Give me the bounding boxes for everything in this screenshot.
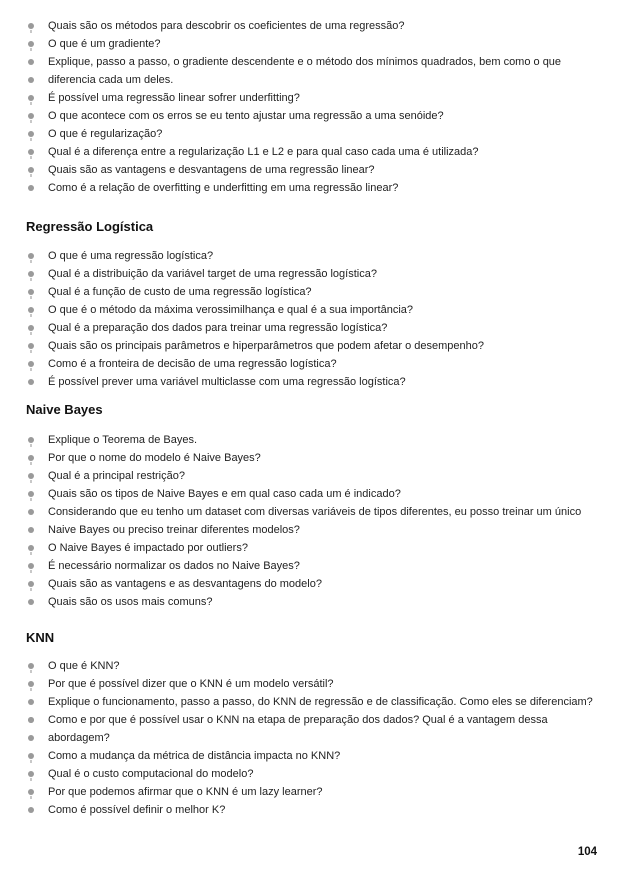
list-item: Como é a fronteira de decisão de uma regressão logística?: [0, 355, 620, 373]
bullet-icon: [28, 113, 34, 119]
list-item: O que é um gradiente?: [0, 35, 620, 53]
section-title-naive-bayes: Naive Bayes: [26, 402, 103, 417]
bullet-icon: [28, 289, 34, 295]
list-item: Qual é a principal restrição?: [0, 467, 620, 485]
list-item: O que é uma regressão logística?: [0, 247, 620, 265]
list-item: Qual é o custo computacional do modelo?: [0, 765, 620, 783]
list-item: Quais são as vantagens e desvantagens de uma regressão linear?: [0, 161, 620, 179]
list-item: Qual é a preparação dos dados para treinar uma regressão logística?: [0, 319, 620, 337]
bullet-icon: [28, 437, 34, 443]
bullet-icon: [28, 149, 34, 155]
list-item: Considerando que eu tenho um dataset com diversas variáveis de tipos diferentes, eu posso treinar um único Naive Bayes ou preciso treinar diferentes modelos?: [0, 503, 620, 539]
list-item: Como e por que é possível usar o KNN na etapa de preparação dos dados? Qual é a vantagem dessa abordagem?: [0, 711, 620, 747]
bullet-icon: [28, 681, 34, 687]
bullet-icon: [28, 807, 34, 813]
list-item: Quais são os usos mais comuns?: [0, 593, 620, 611]
list-item: O que é regularização?: [0, 125, 620, 143]
bullet-icon: [28, 527, 34, 533]
bullet-icon: [28, 95, 34, 101]
bullet-icon: [28, 343, 34, 349]
bullet-icon: [28, 581, 34, 587]
list-item: Explique o Teorema de Bayes.: [0, 431, 620, 449]
bullet-icon: [28, 185, 34, 191]
list-item: Quais são os métodos para descobrir os coeficientes de uma regressão?: [0, 17, 620, 35]
bullet-icon: [28, 753, 34, 759]
page-number: 104: [577, 846, 597, 858]
section-title-knn: KNN: [26, 630, 55, 645]
regressao-linear-list: [0, 17, 620, 197]
list-item: Explique o funcionamento, passo a passo, do KNN de regressão e de classificação. Como eles se diferenciam?: [0, 693, 620, 711]
list-item: Quais são os principais parâmetros e hiperparâmetros que podem afetar o desempenho?: [0, 337, 620, 355]
list-item: O que é o método da máxima verossimilhança e qual é a sua importância?: [0, 301, 620, 319]
bullet-icon: [28, 699, 34, 705]
bullet-icon: [28, 77, 34, 83]
bullet-icon: [28, 663, 34, 669]
bullet-icon: [28, 717, 34, 723]
list-item: Como a mudança da métrica de distância impacta no KNN?: [0, 747, 620, 765]
bullet-icon: [28, 41, 34, 47]
bullet-icon: [28, 771, 34, 777]
bullet-icon: [28, 563, 34, 569]
bullet-icon: [28, 23, 34, 29]
list-item: O Naive Bayes é impactado por outliers?: [0, 539, 620, 557]
list-item: O que é KNN?: [0, 657, 620, 675]
list-item: Qual é a distribuição da variável target de uma regressão logística?: [0, 265, 620, 283]
list-item: O que acontece com os erros se eu tento ajustar uma regressão a uma senóide?: [0, 107, 620, 125]
list-item: Por que podemos afirmar que o KNN é um lazy learner?: [0, 783, 620, 801]
list-item: É possível prever uma variável multiclasse com uma regressão logística?: [0, 373, 620, 391]
bullet-icon: [28, 271, 34, 277]
list-item: Como é a relação de overfitting e underfitting em uma regressão linear?: [0, 179, 620, 197]
section-title-regressao-logistica: Regressão Logística: [26, 219, 154, 234]
regressao-logistica-list: [0, 247, 620, 391]
bullet-icon: [28, 253, 34, 259]
bullet-icon: [28, 473, 34, 479]
list-item: Explique, passo a passo, o gradiente descendente e o método dos mínimos quadrados, bem como o que diferencia cada um deles.: [0, 53, 620, 89]
list-item: Por que é possível dizer que o KNN é um modelo versátil?: [0, 675, 620, 693]
bullet-icon: [28, 131, 34, 137]
list-item: É necessário normalizar os dados no Naive Bayes?: [0, 557, 620, 575]
naive-bayes-list: [0, 431, 620, 611]
bullet-icon: [28, 599, 34, 605]
bullet-icon: [28, 379, 34, 385]
bullet-icon: [28, 789, 34, 795]
list-item: Por que o nome do modelo é Naive Bayes?: [0, 449, 620, 467]
list-item: Quais são as vantagens e as desvantagens do modelo?: [0, 575, 620, 593]
bullet-icon: [28, 325, 34, 331]
list-item: Como é possível definir o melhor K?: [0, 801, 620, 819]
bullet-icon: [28, 59, 34, 65]
bullet-icon: [28, 455, 34, 461]
list-item: Qual é a diferença entre a regularização L1 e L2 e para qual caso cada uma é utilizada?: [0, 143, 620, 161]
bullet-icon: [28, 545, 34, 551]
bullet-icon: [28, 491, 34, 497]
list-item: Qual é a função de custo de uma regressão logística?: [0, 283, 620, 301]
bullet-icon: [28, 735, 34, 741]
list-item: Quais são os tipos de Naive Bayes e em qual caso cada um é indicado?: [0, 485, 620, 503]
bullet-icon: [28, 167, 34, 173]
knn-list: [0, 657, 620, 819]
bullet-icon: [28, 307, 34, 313]
list-item: É possível uma regressão linear sofrer underfitting?: [0, 89, 620, 107]
bullet-icon: [28, 509, 34, 515]
bullet-icon: [28, 361, 34, 367]
